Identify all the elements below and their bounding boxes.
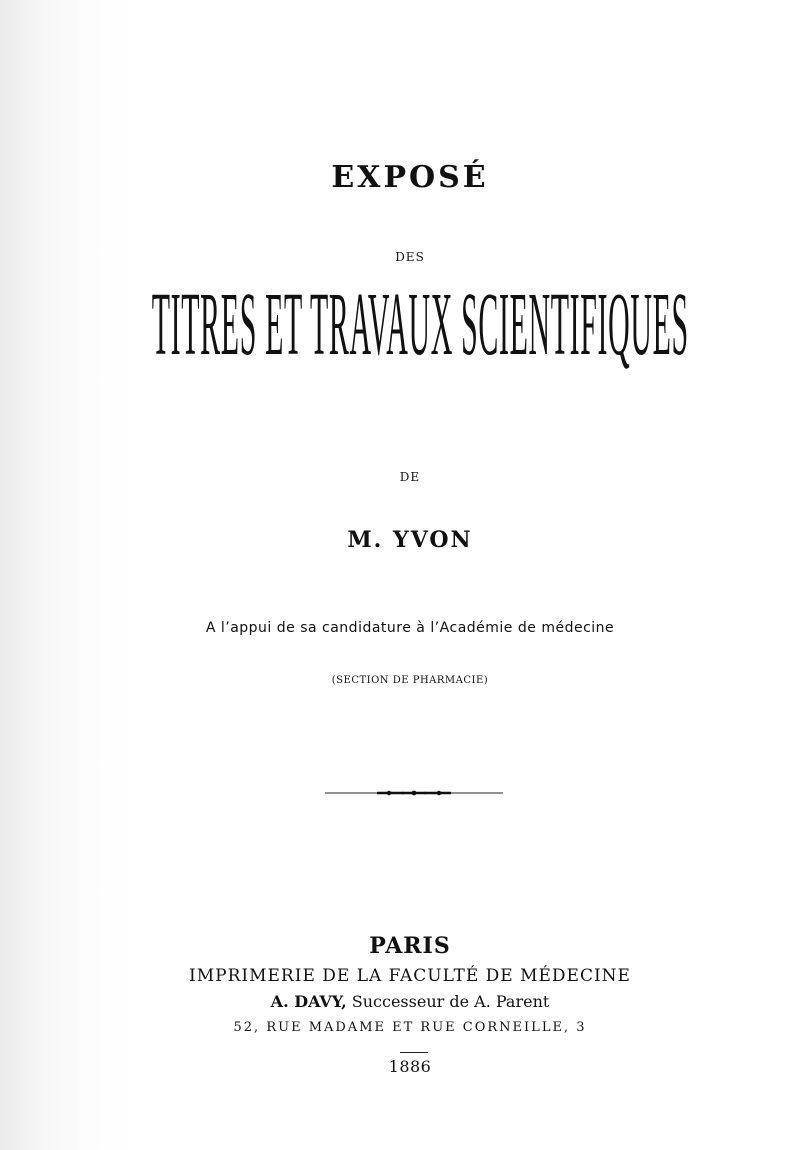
imprint-address: 52, RUE MADAME ET RUE CORNEILLE, 3 [233,1020,587,1035]
publication-year: 1886 [388,1057,432,1076]
publisher-name: A. DAVY, [270,992,347,1011]
publisher-successor-text: Successeur de A. Parent [346,992,550,1011]
candidature-subtitle: A l’appui de sa candidature à l’Académie de médecine [205,620,615,636]
imprint-publisher [10,992,800,1011]
author-name: M. YVON [347,527,473,553]
section-label: (SECTION DE PHARMACIE) [331,675,489,686]
imprint-printer: IMPRIMERIE DE LA FACULTÉ DE MÉDECINE [189,966,631,986]
document-title: EXPOSÉ [331,160,489,195]
decorative-rule-ornament-icon [325,786,503,800]
imprint-city: PARIS [369,933,451,959]
year-divider [400,1052,428,1053]
connector-de: DE [399,470,421,484]
main-title: TITRES ET TRAVAUX SCIENTIFIQUES [151,274,689,374]
connector-des: DES [395,250,425,264]
